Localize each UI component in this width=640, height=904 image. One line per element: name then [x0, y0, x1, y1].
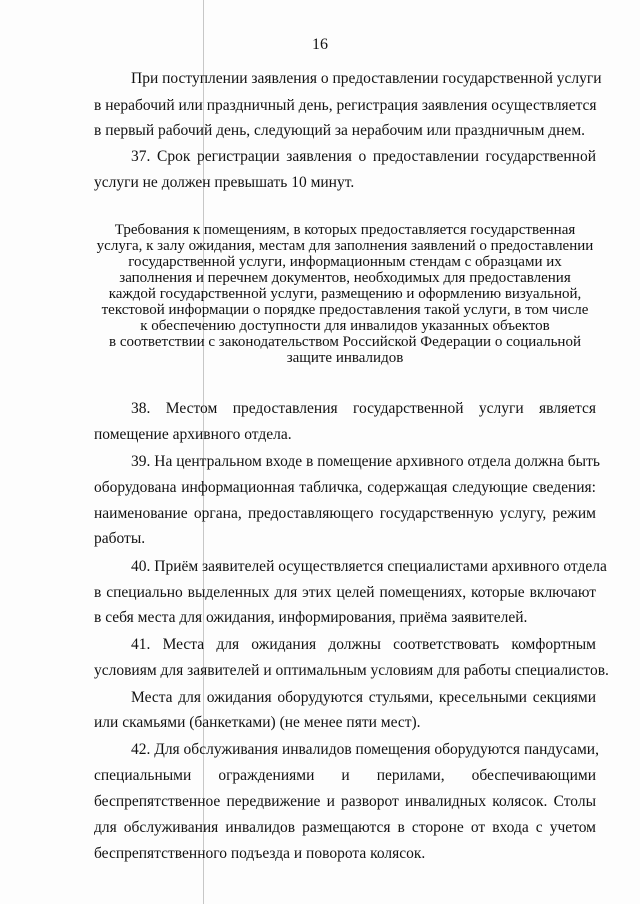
text-line: в себя места для ожидания, информирования, приёма заявителей.: [94, 609, 528, 626]
text-line: При поступлении заявления о предоставлении государственной услуги: [131, 70, 602, 87]
text-line: или скамьями (банкетками) (не менее пяти мест).: [94, 714, 421, 731]
page-number: 16: [312, 36, 328, 53]
heading-line: государственной услуги, информационным стендам с образцами их: [128, 254, 562, 270]
text-line: для обслуживания инвалидов размещаются в стороне от входа с учетом: [94, 819, 596, 836]
text-line: наименование органа, предоставляющего государственную услугу, режим: [94, 505, 596, 522]
heading-line: текстовой информации о порядке предоставления такой услуги, в том числе: [101, 302, 589, 318]
heading-line: в соответствии с законодательством Российской Федерации о социальной: [109, 334, 581, 350]
text-line: в нерабочий или праздничный день, регистрация заявления осуществляется: [94, 97, 597, 114]
text-line: в первый рабочий день, следующий за нерабочим или праздничным днем.: [94, 122, 585, 139]
text-line: 41. Места для ожидания должны соответствовать комфортным: [131, 636, 596, 653]
heading-line: к обеспечению доступности для инвалидов указанных объектов: [140, 318, 550, 334]
text-line: беспрепятственного подъезда и поворота колясок.: [94, 845, 426, 862]
text-line: Места для ожидания оборудуются стульями, кресельными секциями: [131, 689, 596, 706]
heading-line: защите инвалидов: [286, 350, 404, 366]
text-line: 42. Для обслуживания инвалидов помещения оборудуются пандусами,: [131, 741, 599, 758]
text-line: 40. Приём заявителей осуществляется специалистами архивного отдела: [131, 558, 607, 575]
text-line: работы.: [94, 530, 146, 547]
text-line: специальными ограждениями и перилами, обеспечивающими: [94, 767, 596, 784]
section-heading: [94, 222, 596, 366]
text-line: помещение архивного отдела.: [94, 426, 292, 443]
text-line: оборудована информационная табличка, содержащая следующие сведения:: [94, 479, 596, 496]
heading-line: Требования к помещениям, в которых предоставляется государственная: [114, 222, 576, 238]
text-line: 37. Срок регистрации заявления о предоставлении государственной: [131, 148, 596, 165]
text-line: в специально выделенных для этих целей помещениях, которые включают: [94, 584, 596, 601]
text-line: беспрепятственное передвижение и разворот инвалидных колясок. Столы: [94, 793, 596, 810]
text-line: условиям для заявителей и оптимальным условиям для работы специалистов.: [94, 662, 609, 679]
text-line: 38. Местом предоставления государственной услуги является: [131, 400, 596, 417]
heading-line: услуга, к залу ожидания, местам для заполнения заявлений о предоставлении: [96, 238, 594, 254]
text-line: 39. На центральном входе в помещение архивного отдела должна быть: [131, 453, 600, 470]
heading-line: каждой государственной услуги, размещению и оформлению визуальной,: [108, 286, 582, 302]
text-line: услуги не должен превышать 10 минут.: [94, 174, 355, 191]
heading-line: заполнения и перечнем документов, необходимых для предоставления: [119, 270, 571, 286]
